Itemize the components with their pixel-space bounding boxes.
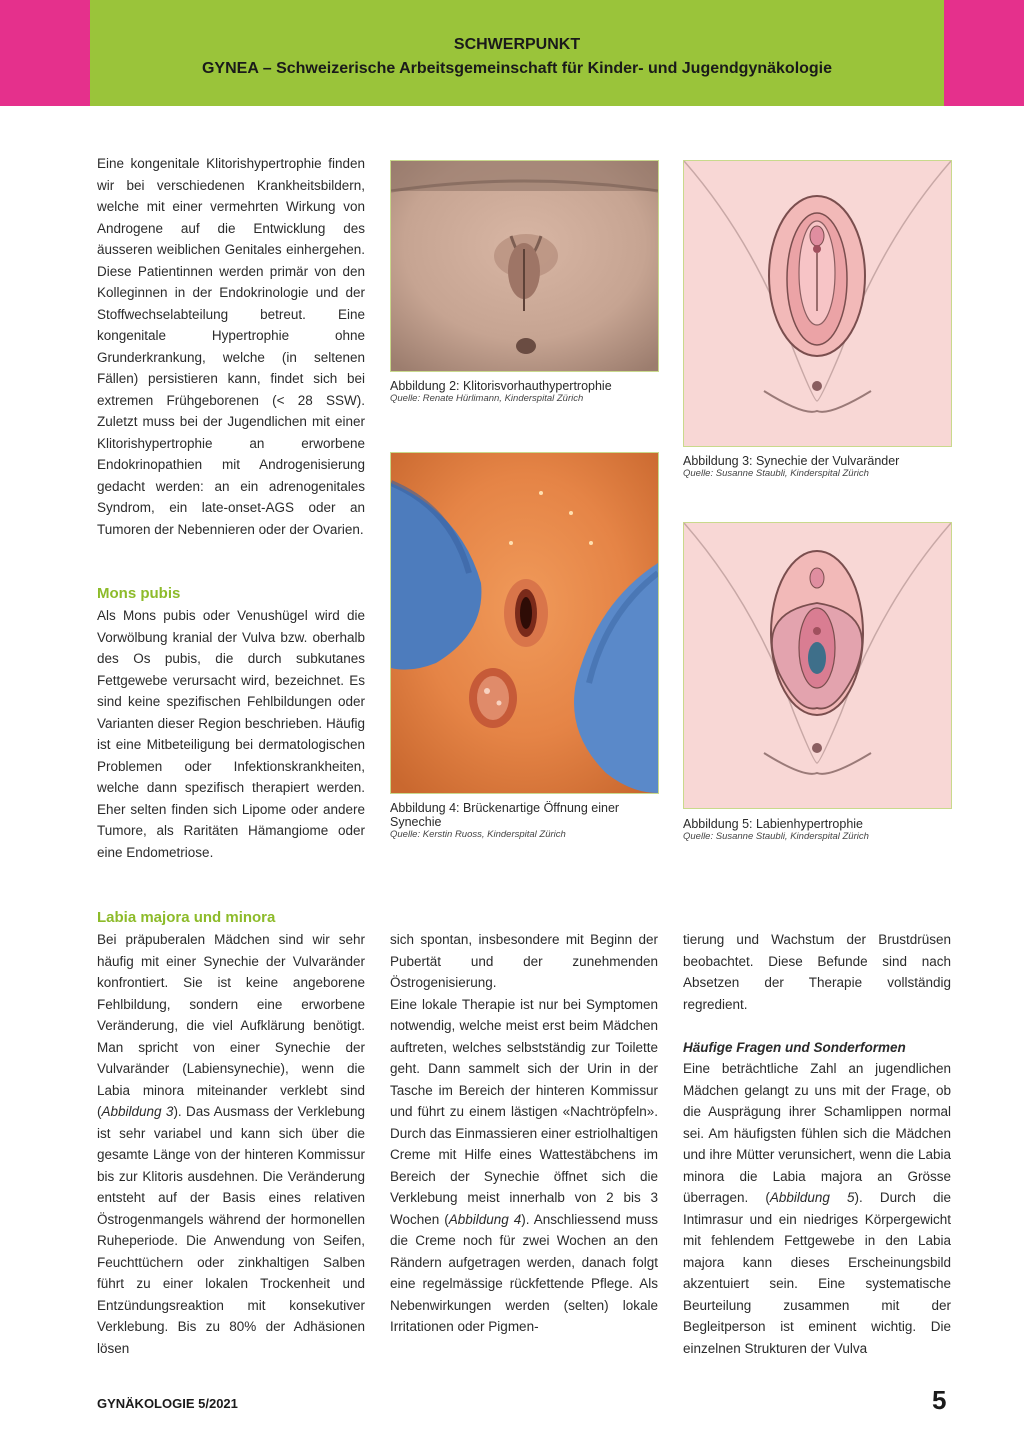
figure-5-caption: Abbildung 5: Labienhypertrophie (683, 817, 863, 831)
intro-paragraph: Eine kongenitale Klitorishypertrophie finden wir bei verschiedenen Krankheitsbildern, welche mit einer vermehrten Wirkung von Androgene auf die Entwicklung des äusseren weiblichen Genitales einhergehen. Diese Patientinnen werden primär von den Kolleginnen in der Endokrinologie und der Stoffwechselabteilung betreut. Eine kongenitale Hypertrophie ohne Grunderkrankung, welche (in seltenen Fällen) persistieren kann, findet sich bei extremen Frühgeborenen (< 28 SSW). Zuletzt muss bei der Jugendlichen mit einer Klitorishypertrophie an erworbene Endokrinopathien mit Androgenisierung gedacht werden: an ein adrenogenitales Syndrom, ein late-onset-AGS oder an Tumoren der Nebennieren oder der Ovarien. (97, 156, 365, 537)
mons-pubis-heading: Mons pubis (97, 585, 181, 602)
labia-heading: Labia majora und minora (97, 909, 276, 926)
labia-paragraph-5 (683, 1058, 951, 1359)
figure-3-reference: Abbildung 3 (101, 1104, 174, 1119)
section-subtitle: GYNEA – Schweizerische Arbeitsgemeinschaft für Kinder- und Jugendgynäkologie (201, 60, 833, 77)
page-number: 5 (932, 1385, 947, 1415)
figure-5-illustration (683, 522, 952, 809)
labia-section-col1 (97, 907, 365, 1359)
intro-text-block (97, 153, 365, 540)
labia-section-col2 (390, 929, 658, 1338)
header-accent-right (944, 0, 1024, 106)
labia-text-5b: ). Durch die Intimrasur und ein niedriges Körpergewicht mit fehlendem Fettgewebe in den Labia majora kann dieses Erscheinungsbild akzentuiert sein. Eine systematische Beurteilung zusammen mit der Begleitperson ist eminent wichtig. Die einzelnen Strukturen der Vulva (683, 1190, 952, 1356)
figure-5-reference: Abbildung 5 (769, 1190, 855, 1205)
figure-4-source: Quelle: Kerstin Ruoss, Kinderspital Zürich (390, 829, 566, 840)
section-title: SCHWERPUNKT (453, 36, 581, 53)
mons-pubis-section (97, 583, 365, 863)
labia-text-1b: ). Das Ausmass der Verklebung ist sehr variabel und kann sich über die gesamte Länge von der hinteren Kommissur bis zur Klitoris ausdehnen. Die Veränderung entsteht auf der Basis eines relativen Östrogenmangels während der hormonellen Ruheperiode. Die Anwendung von Seifen, Feuchttüchern oder zinkhaltigen Salben führt zu einer lokalen Trockenheit und Entzündungsreaktion mit konsekutiver Verklebung. Bis zu 80% der Adhäsionen lösen (97, 1104, 366, 1356)
figure-4-photo (390, 452, 659, 794)
figure-2-caption: Abbildung 2: Klitorisvorhauthypertrophie (390, 379, 612, 393)
labia-paragraph-1 (97, 929, 365, 1359)
figure-4-reference: Abbildung 4 (448, 1211, 522, 1227)
figure-2-caption-block (390, 379, 660, 405)
figure-3-caption: Abbildung 3: Synechie der Vulvaränder (683, 454, 900, 468)
figure-3-caption-block (683, 454, 953, 480)
labia-section-col3 (683, 929, 951, 1359)
figure-3-illustration (683, 160, 952, 447)
faq-heading: Häufige Fragen und Sonderformen (683, 1039, 906, 1055)
mons-pubis-paragraph: Als Mons pubis oder Venushügel wird die Vorwölbung kranial der Vulva bzw. oberhalb des Os pubis, die durch subkutanes Fettgewebe verursacht wird, bezeichnet. Es sind keine spezifischen Fehlbildungen oder Varianten dieser Region beschrieben. Häufig ist eine Mitbeteiligung bei dermatologischen Problemen oder Infektionskrankheiten, welche dann spezifisch therapiert werden. Eher selten finden sich Lipome oder andere Tumore, als Raritäten Hämangiome oder eine Endometriose. (97, 608, 365, 860)
figure-5-source: Quelle: Susanne Staubli, Kinderspital Zürich (683, 831, 869, 842)
labia-text-5a: Eine beträchtliche Zahl an jugendlichen Mädchen gelangt zu uns mit der Frage, ob die Ausprägung ihrer Schamlippen normal sei. Am häufigsten fühlen sich die Mädchen und ihre Mütter verunsichert, wenn die Labia minora die Labia majora an Grösse überragen. ( (683, 1061, 951, 1205)
labia-text-3b: ). Anschliessend muss die Creme noch für zwei Wochen an den Rändern aufgetragen werden, danach folgt eine regelmässige rückfettende Pflege. Als Nebenwirkungen werden (selten) lokale Irritationen oder Pigmen- (390, 1211, 659, 1334)
figure-2-source: Quelle: Renate Hürlimann, Kinderspital Zürich (390, 393, 584, 404)
figure-3-source: Quelle: Susanne Staubli, Kinderspital Zürich (683, 468, 869, 479)
figure-5-caption-block (683, 817, 953, 843)
figure-2-photo (390, 160, 659, 372)
labia-text-3a: Eine lokale Therapie ist nur bei Symptomen notwendig, welche meist erst beim Mädchen auftreten, welches selbstständig zur Toilette geht. Dann sammelt sich der Urin in der Tasche im Bereich der hinteren Kommissur und führt zu einem lästigen «Nachtröpfeln». Durch das Einmassieren einer estriolhaltigen Creme mit Hilfe eines Wattestäbchens im Bereich der Synechie öffnet sich die Verklebung meist innerhalb von 2 bis 3 Wochen ( (390, 996, 658, 1227)
labia-paragraph-3 (390, 994, 658, 1338)
paragraph-gap (683, 1015, 951, 1037)
figure-4-caption: Abbildung 4: Brückenartige Öffnung einer Synechie (390, 801, 620, 829)
labia-text-1a: Bei präpuberalen Mädchen sind wir sehr häufig mit einer Synechie der Vulvaränder konfrontiert. Sie ist keine angeborene Fehlbildung, sondern eine erworbene Veränderung, die viel Aufklärung benötigt. Man spricht von einer Synechie der Vulvaränder (Labiensynechie), wenn die Labia minora miteinander verklebt sind ( (97, 932, 365, 1119)
labia-paragraph-4: tierung und Wachstum der Brustdrüsen beobachtet. Diese Befunde sind nach Absetzen der Therapie vollständig regredient. (683, 932, 951, 1012)
journal-issue: GYNÄKOLOGIE 5/2021 (97, 1396, 238, 1411)
labia-paragraph-2: sich spontan, insbesondere mit Beginn der Pubertät und der zunehmenden Östrogenisierung. (390, 932, 658, 990)
figure-4-caption-block (390, 801, 660, 841)
header-accent-left (0, 0, 90, 106)
